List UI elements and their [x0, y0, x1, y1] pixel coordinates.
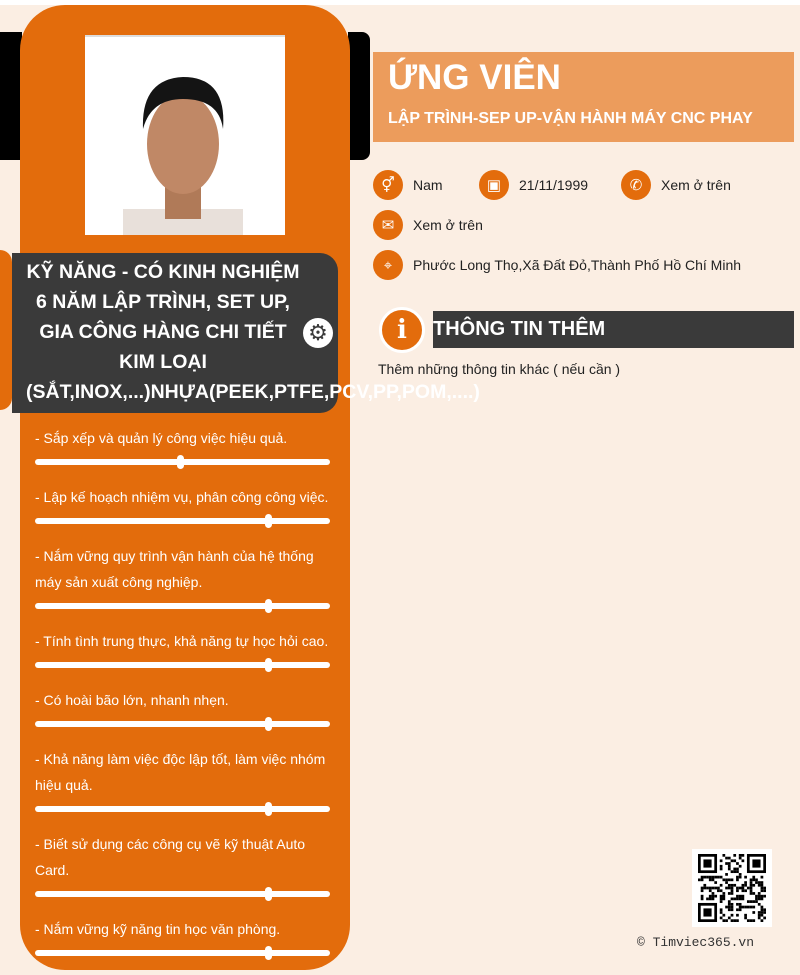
skill-item [35, 484, 330, 524]
qr-code [692, 849, 772, 927]
avatar-photo [123, 59, 243, 235]
birthday-value: 21/11/1999 [519, 177, 589, 193]
info-phone [621, 170, 731, 200]
skill-level-knob [265, 599, 272, 613]
skill-level-knob [265, 514, 272, 528]
extra-info-heading: THÔNG TIN THÊM [433, 311, 794, 348]
profile-header [373, 52, 794, 142]
skill-item [35, 831, 330, 897]
skill-level-knob [265, 717, 272, 731]
candidate-name: ỨNG VIÊN [388, 58, 561, 97]
skill-level-bar [35, 806, 330, 812]
skills-list [35, 425, 330, 956]
skill-label: - Nắm vững quy trình vận hành của hệ thống máy sản xuất công nghiệp. [35, 548, 314, 590]
info-icon: i [379, 307, 425, 353]
skill-item [35, 543, 330, 609]
location-pin-icon: ⌖ [373, 250, 403, 280]
calendar-icon: ▣ [479, 170, 509, 200]
skill-level-bar [35, 891, 330, 897]
decor-semicircle [0, 250, 12, 410]
skill-level-bar [35, 721, 330, 727]
skill-label: - Tính tình trung thực, khả năng tự học hỏi cao. [35, 633, 329, 649]
copyright: © Timviec365.vn [637, 935, 755, 950]
skill-label: - Có hoài bão lớn, nhanh nhẹn. [35, 692, 229, 708]
skill-item [35, 916, 330, 956]
gear-icon: ⚙ [303, 318, 333, 348]
skill-level-bar [35, 603, 330, 609]
skill-label: - Nắm vững kỹ năng tin học văn phòng. [35, 921, 281, 937]
skills-heading: KỸ NĂNG - CÓ KINH NGHIỆM 6 NĂM LẬP TRÌNH, SET UP, GIA CÔNG HÀNG CHI TIẾT KIM LOẠI (SẮT,INOX,...)NHỰA(PEEK,PTFE,PCV,PP,POM,....) [26, 261, 480, 403]
skill-level-bar [35, 518, 330, 524]
job-title: LẬP TRÌNH-SEP UP-VẬN HÀNH MÁY CNC PHAY [388, 110, 753, 127]
decor-bar-left [0, 32, 22, 160]
skills-heading-box [12, 253, 480, 413]
email-value: Xem ở trên [413, 217, 483, 233]
avatar[interactable] [85, 35, 285, 235]
skill-level-bar [35, 459, 330, 465]
info-birthday [479, 170, 588, 200]
envelope-icon: ✉ [373, 210, 403, 240]
address-value: Phước Long Thọ,Xã Đất Đỏ,Thành Phố Hồ Chí Minh [413, 257, 742, 273]
info-address [373, 250, 741, 280]
skill-level-knob [265, 802, 272, 816]
skill-label: - Khả năng làm việc độc lập tốt, làm việc nhóm hiệu quả. [35, 751, 326, 793]
skill-item [35, 425, 330, 465]
gender-icon: ⚥ [373, 170, 403, 200]
gender-value: Nam [413, 177, 443, 193]
skill-item [35, 687, 330, 727]
skill-level-knob [265, 887, 272, 901]
skill-level-bar [35, 662, 330, 668]
phone-value: Xem ở trên [661, 177, 731, 193]
skill-item [35, 746, 330, 812]
skill-label: - Biết sử dụng các công cụ vẽ kỹ thuật Auto Card. [35, 836, 306, 878]
extra-info-text: Thêm những thông tin khác ( nếu cần ) [378, 361, 621, 377]
info-gender [373, 170, 443, 200]
skill-label: - Lập kế hoạch nhiệm vụ, phân công công việc. [35, 489, 329, 505]
skill-level-bar [35, 950, 330, 956]
skill-level-knob [265, 658, 272, 672]
skill-item [35, 628, 330, 668]
info-email [373, 210, 483, 240]
phone-icon: ✆ [621, 170, 651, 200]
skill-label: - Sắp xếp và quản lý công việc hiệu quả. [35, 430, 288, 446]
skills-column [12, 253, 480, 975]
skill-level-knob [177, 455, 184, 469]
decor-bar-right [348, 32, 370, 160]
